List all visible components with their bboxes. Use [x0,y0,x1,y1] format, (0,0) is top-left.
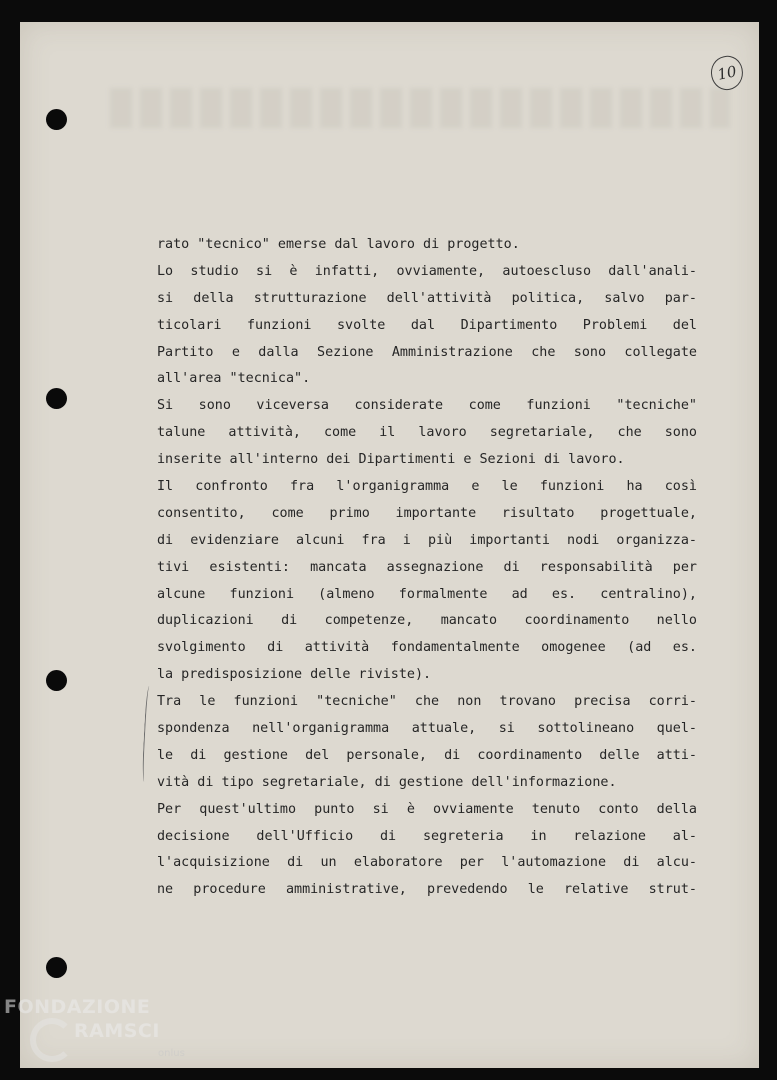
watermark-g-logo-icon [30,1018,74,1062]
text-line: all'area "tecnica". [157,371,311,387]
text-line: duplicazioni di competenze, mancato coordinamento nello [157,613,697,629]
text-line: Tra le funzioni "tecniche" che non trovano precisa corri- [157,694,697,710]
text-line: Si sono viceversa considerate come funzioni "tecniche" [157,398,697,414]
text-line: rato "tecnico" emerse dal lavoro di progetto. [157,237,520,252]
punch-hole-upper-middle [46,388,67,409]
text-line: si della strutturazione dell'attività politica, salvo par- [157,290,697,306]
watermark-onlus: onlus [158,1048,185,1059]
fondazione-gramsci-watermark [0,992,200,1080]
text-line: svolgimento di attività fondamentalmente omogenee (ad es. [157,640,697,656]
text-line: la predisposizione delle riviste). [157,667,432,683]
text-line: vità di tipo segretariale, di gestione dell'informazione. [157,774,617,790]
text-line: ne procedure amministrative, prevedendo le relative strut- [157,882,697,898]
text-line: consentito, come primo importante risultato progettuale, [157,505,697,521]
body-text [157,232,697,904]
punch-hole-top [46,109,67,130]
handwritten-page-number: 10 [708,53,746,93]
text-line: Lo studio si è infatti, ovviamente, autoescluso dall'anali- [157,263,697,279]
text-line: talune attività, come il lavoro segretariale, che sono [157,425,697,441]
punch-hole-bottom [46,957,67,978]
text-line: di evidenziare alcuni fra i più importanti nodi organizza- [157,532,697,548]
text-line: ticolari funzioni svolte dal Dipartimento Problemi del [157,317,697,333]
text-line: Per quest'ultimo punto si è ovviamente tenuto conto della [157,801,697,817]
text-line: alcune funzioni (almeno formalmente ad es. centralino), [157,586,697,602]
watermark-line1: FONDAZIONE [4,996,151,1018]
text-line: inserite all'interno dei Dipartimenti e Sezioni di lavoro. [157,452,625,468]
text-line: spondenza nell'organigramma attuale, si sottolineano quel- [157,721,697,737]
text-line: Partito e dalla Sezione Amministrazione che sono collegate [157,344,697,360]
text-line: decisione dell'Ufficio di segreteria in relazione al- [157,828,697,844]
show-through-text [110,88,730,128]
punch-hole-lower-middle [46,670,67,691]
watermark-line2: RAMSCI [74,1020,160,1042]
text-line: Il confronto fra l'organigramma e le funzioni ha così [157,479,697,495]
text-line: tivi esistenti: mancata assegnazione di responsabilità per [157,559,697,575]
typewritten-page [20,22,759,1068]
text-line: le di gestione del personale, di coordinamento delle atti- [157,747,697,763]
text-line: l'acquisizione di un elaboratore per l'automazione di alcu- [157,855,697,871]
margin-annotation-line [141,686,153,782]
